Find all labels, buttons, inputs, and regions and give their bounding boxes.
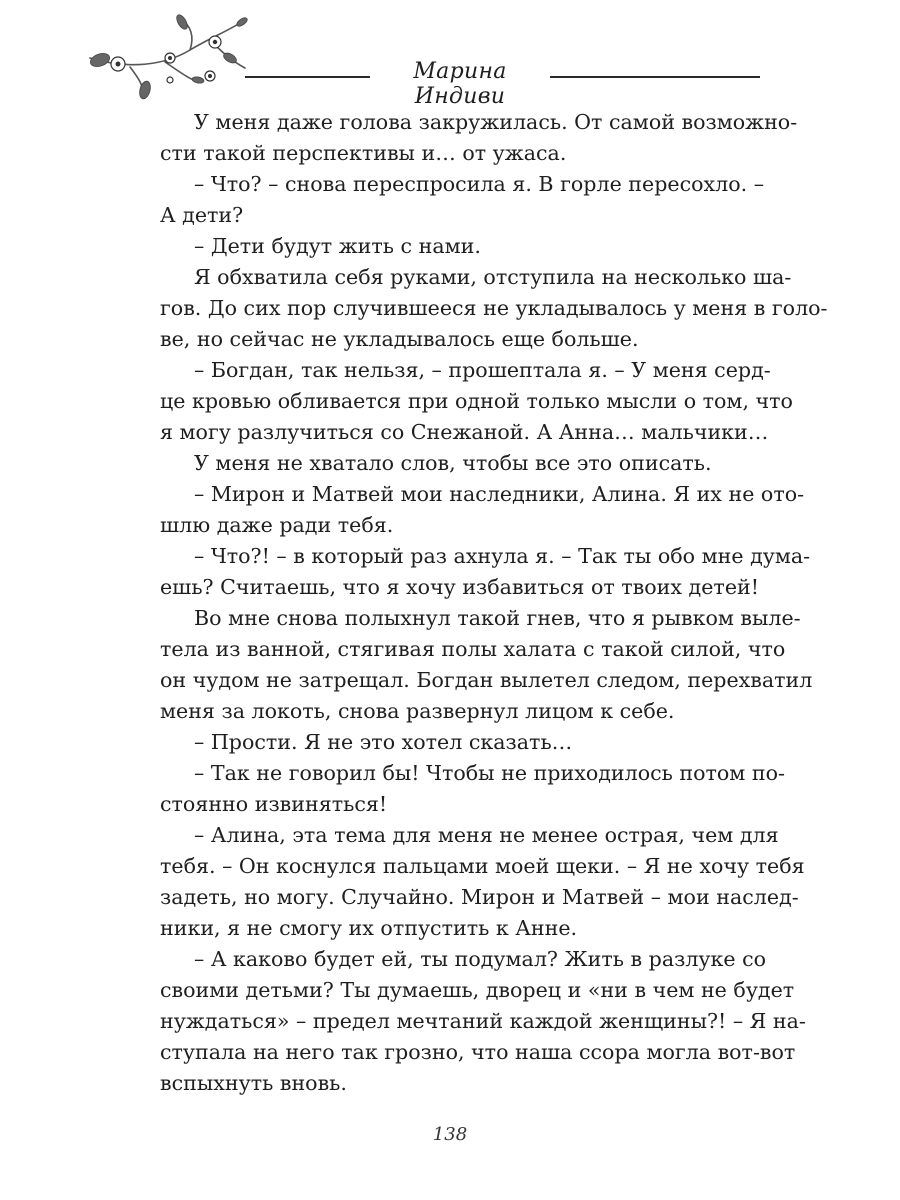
header-rule-left (245, 76, 370, 78)
text-line: шлю даже ради тебя. (160, 513, 394, 537)
text-line: – Богдан, так нельзя, – прошептала я. – У меня серд- (194, 358, 771, 382)
text-line: ешь? Считаешь, что я хочу избавиться от твоих детей! (160, 575, 760, 599)
text-line: я могу разлучиться со Снежаной. А Анна… мальчики… (160, 420, 769, 444)
text-line: – А каково будет ей, ты подумал? Жить в разлуке со (194, 947, 767, 971)
text-line: – Прости. Я не это хотел сказать… (194, 730, 573, 754)
text-line: гов. До сих пор случившееся не укладывалось у меня в голо- (160, 296, 828, 320)
floral-ornament-icon (70, 10, 300, 105)
text-line: У меня не хватало слов, чтобы все это описать. (194, 451, 712, 475)
page-header (0, 0, 900, 110)
text-line: У меня даже голова закружилась. От самой возможно- (194, 110, 798, 134)
text-line: це кровью обливается при одной только мысли о том, что (160, 389, 793, 413)
text-line: ве, но сейчас не укладывалось еще больше. (160, 327, 639, 351)
text-line: тебя. – Он коснулся пальцами моей щеки. – Я не хочу тебя (160, 854, 805, 878)
text-line: вспыхнуть вновь. (160, 1071, 347, 1095)
text-line: своими детьми? Ты думаешь, дворец и «ни в чем не будет (160, 978, 795, 1002)
text-line: нуждаться» – предел мечтаний каждой женщины?! – Я на- (160, 1009, 806, 1033)
text-line: тела из ванной, стягивая полы халата с такой силой, что (160, 637, 786, 661)
text-line: – Мирон и Матвей мои наследники, Алина. Я их не ото- (194, 482, 805, 506)
text-line: стоянно извиняться! (160, 792, 388, 816)
header-rule-right (550, 76, 760, 78)
text-line: ники, я не смогу их отпустить к Анне. (160, 916, 578, 940)
body-text (160, 107, 828, 1099)
text-line: Я обхватила себя руками, отступила на несколько ша- (194, 265, 792, 289)
text-line: А дети? (160, 203, 244, 227)
text-line: меня за локоть, снова развернул лицом к себе. (160, 699, 675, 723)
text-line: – Так не говорил бы! Чтобы не приходилось потом по- (194, 761, 785, 785)
text-line: задеть, но могу. Случайно. Мирон и Матвей – мои наслед- (160, 885, 799, 909)
text-line: – Что? – снова переспросила я. В горле пересохло. – (194, 172, 764, 196)
text-line: – Что?! – в который раз ахнула я. – Так ты обо мне дума- (194, 544, 811, 568)
text-line: он чудом не затрещал. Богдан вылетел следом, перехватил (160, 668, 813, 692)
text-line: ступала на него так грозно, что наша ссора могла вот-вот (160, 1040, 796, 1064)
text-line: Во мне снова полыхнул такой гнев, что я рывком выле- (194, 606, 801, 630)
text-line: сти такой перспективы и… от ужаса. (160, 141, 567, 165)
page-number: 138 (432, 1124, 468, 1145)
running-head-author: Марина Индиви (413, 59, 507, 109)
text-line: – Алина, эта тема для меня не менее острая, чем для (194, 823, 779, 847)
text-line: – Дети будут жить с нами. (194, 234, 481, 258)
